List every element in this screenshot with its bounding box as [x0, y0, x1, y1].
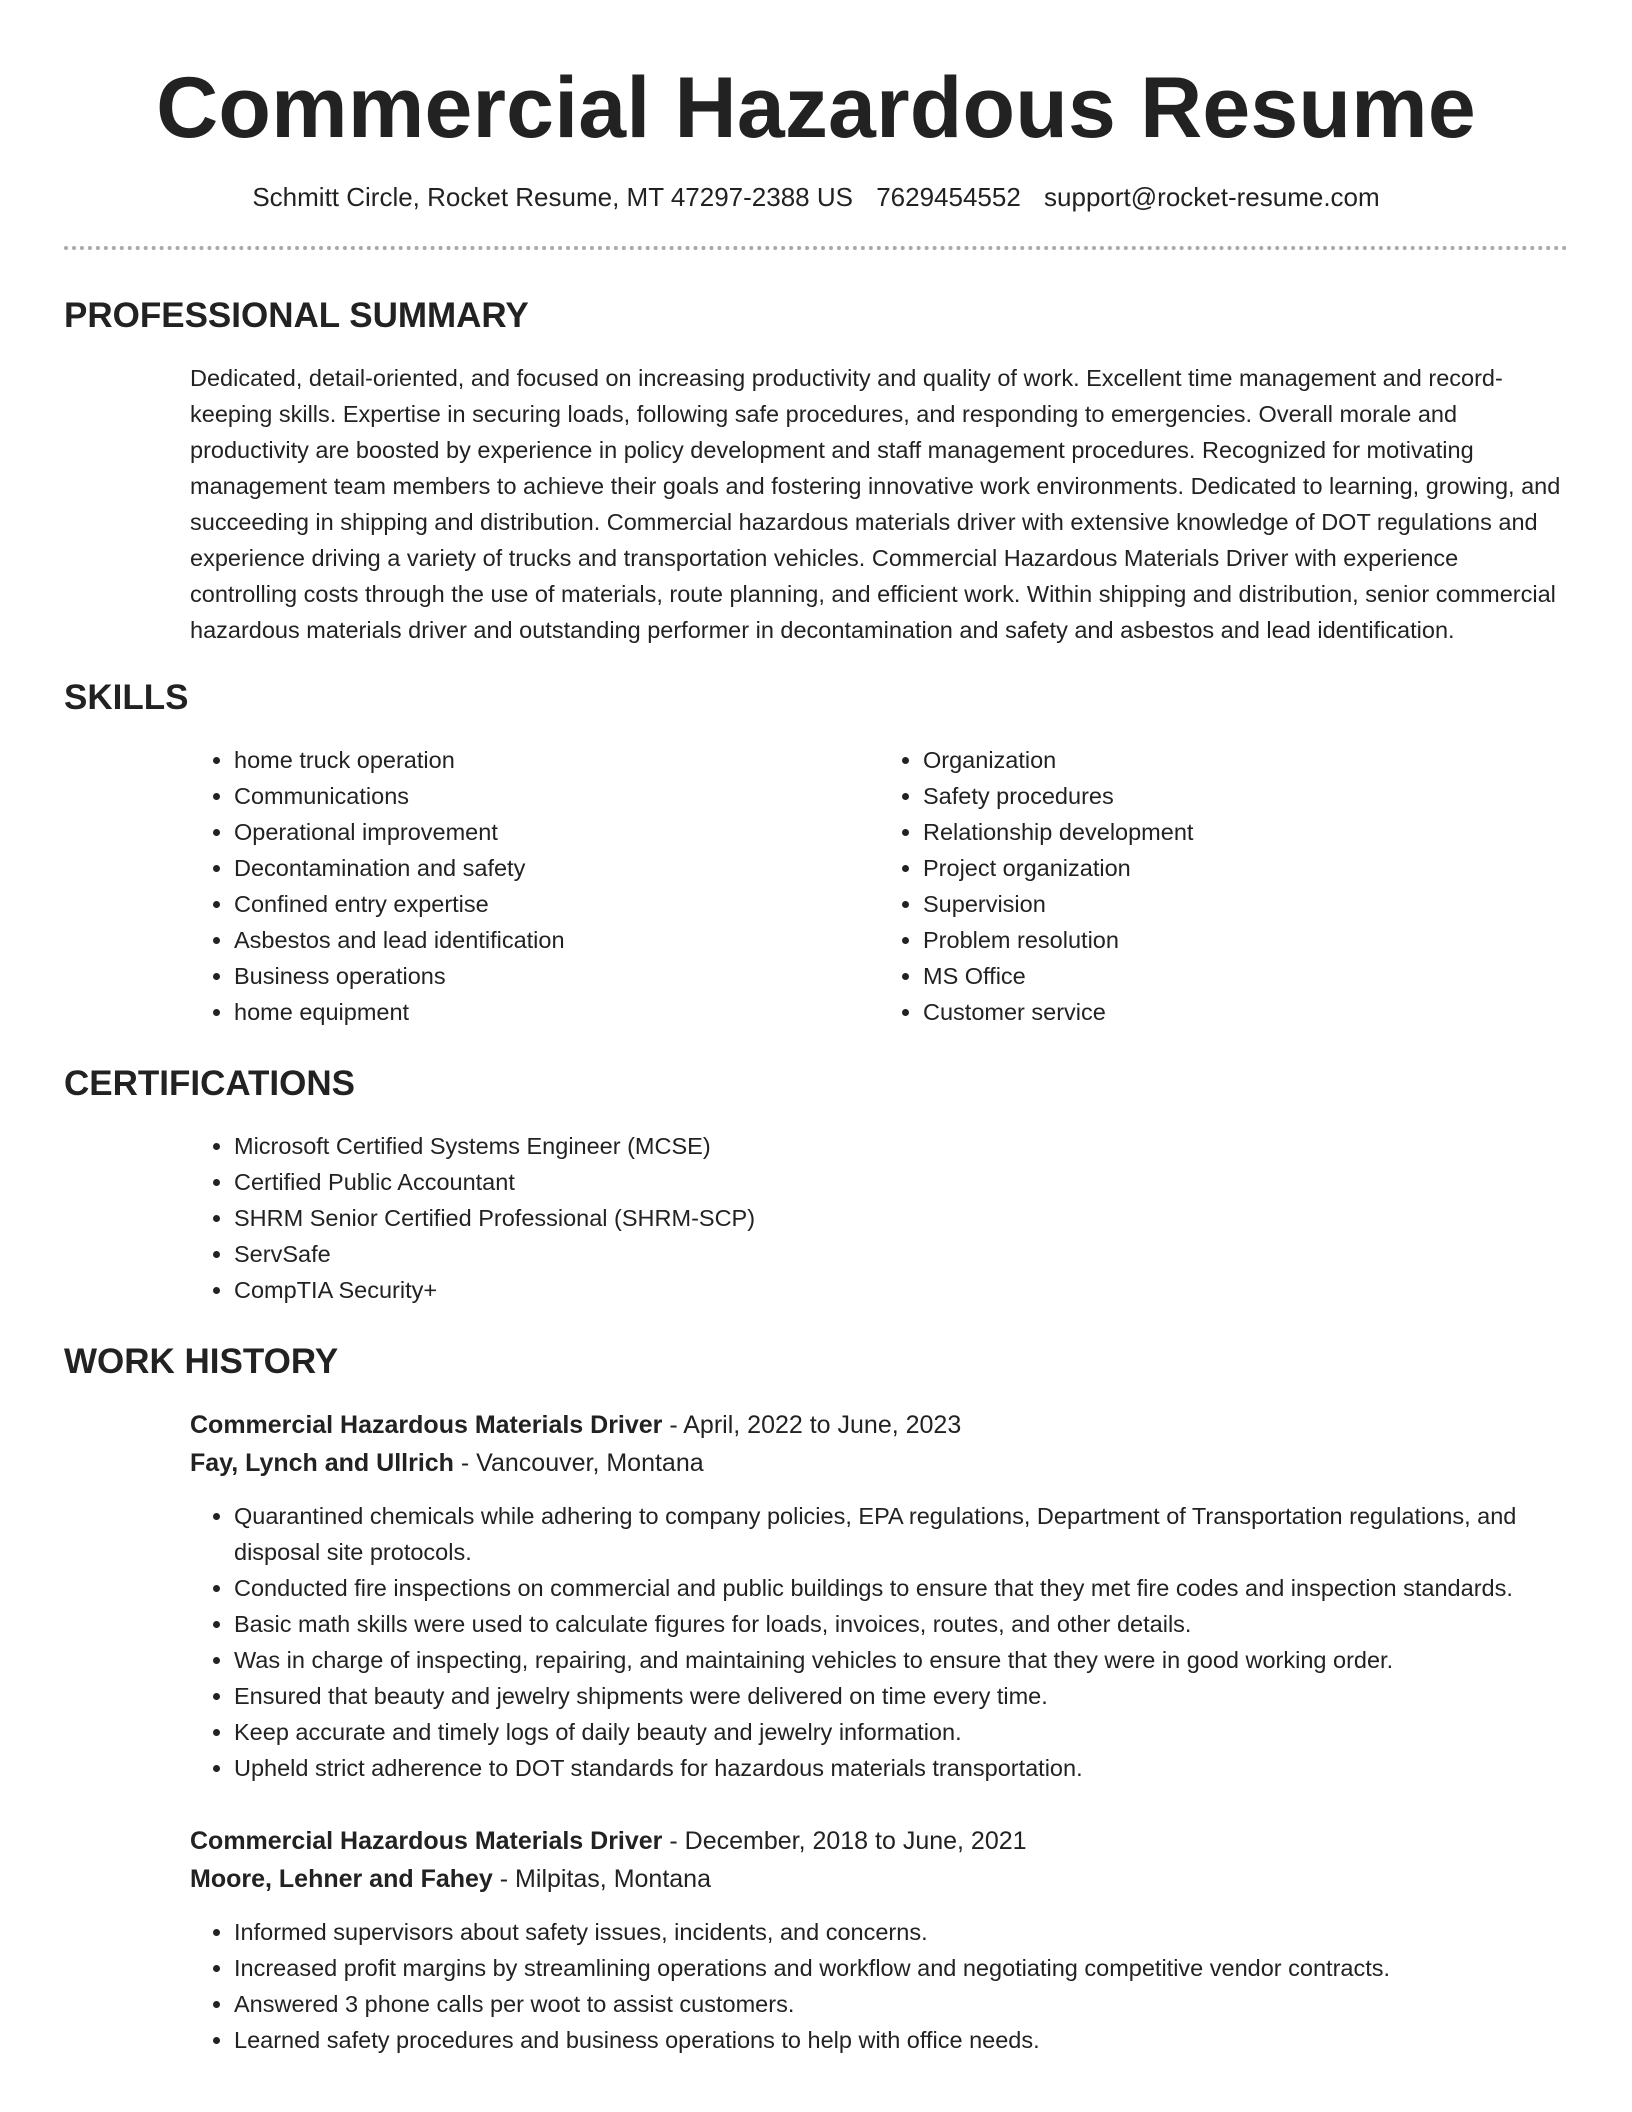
job-bullet: • Quarantined chemicals while adhering to company policies, EPA regulations, Department of Transportation regulations, and disposal site protocols. — [234, 1498, 1568, 1570]
job-bullet: • Answered 3 phone calls per woot to assist customers. — [234, 1986, 1568, 2022]
certification-item: • ServSafe — [234, 1236, 1568, 1272]
contact-line — [64, 180, 1568, 214]
contact-email: support@rocket-resume.com — [1044, 182, 1380, 212]
resume-title: Commercial Hazardous Resume — [156, 60, 1476, 156]
job-location: - Milpitas, Montana — [492, 1865, 711, 1893]
job-company-line — [190, 1444, 1568, 1482]
job-bullet: • Was in charge of inspecting, repairing, and maintaining vehicles to ensure that they were in good working order. — [234, 1642, 1568, 1678]
certification-item: • Microsoft Certified Systems Engineer (MCSE) — [234, 1128, 1568, 1164]
certification-item: • Certified Public Accountant — [234, 1164, 1568, 1200]
job-bullet: • Learned safety procedures and business operations to help with office needs. — [234, 2022, 1568, 2058]
skill-item: • Safety procedures — [923, 778, 1568, 814]
job-bullet: • Keep accurate and timely logs of daily beauty and jewelry information. — [234, 1714, 1568, 1750]
certifications-block — [190, 1128, 1568, 1308]
resume-page — [64, 0, 1568, 2112]
skill-item: • MS Office — [923, 958, 1568, 994]
header-divider — [64, 246, 1568, 250]
skill-item: • Supervision — [923, 886, 1568, 922]
job-company: Moore, Lehner and Fahey — [190, 1865, 493, 1893]
contact-phone: 7629454552 — [876, 182, 1021, 212]
skill-item: • Asbestos and lead identification — [234, 922, 879, 958]
job-company: Fay, Lynch and Ullrich — [190, 1449, 454, 1477]
certification-item: • SHRM Senior Certified Professional (SHRM-SCP) — [234, 1200, 1568, 1236]
skill-item: • Business operations — [234, 958, 879, 994]
job-company-line — [190, 1860, 1568, 1898]
certification-item: • CompTIA Security+ — [234, 1272, 1568, 1308]
skill-item: • Operational improvement — [234, 814, 879, 850]
skill-item: • Communications — [234, 778, 879, 814]
job-title-line — [190, 1406, 1568, 1444]
summary-text: Dedicated, detail-oriented, and focused on increasing productivity and quality of work. Excellent time management and record-keeping skills. Expertise in securing loads, following safe procedures, and responding to emergencies. Overall morale and productivity are boosted by experience in policy development and staff management procedures. Recognized for motivating management team members to achieve their goals and fostering innovative work environments. Dedicated to learning, growing, and succeeding in shipping and distribution. Commercial hazardous materials driver with extensive knowledge of DOT regulations and experience driving a variety of trucks and transportation vehicles. Commercial Hazardous Materials Driver with experience controlling costs through the use of materials, route planning, and efficient work. Within shipping and distribution, senior commercial hazardous materials driver and outstanding performer in decontamination and safety and asbestos and lead identification. — [190, 365, 1561, 643]
skill-item: • Decontamination and safety — [234, 850, 879, 886]
job-bullets — [190, 1914, 1568, 2058]
job-role: Commercial Hazardous Materials Driver — [190, 1827, 663, 1855]
skill-item: • Relationship development — [923, 814, 1568, 850]
job-dates: - April, 2022 to June, 2023 — [662, 1411, 962, 1439]
job-location: - Vancouver, Montana — [453, 1449, 704, 1477]
skill-item: • Project organization — [923, 850, 1568, 886]
skill-item: • home equipment — [234, 994, 879, 1030]
section-title-work-history: WORK HISTORY — [64, 1342, 339, 1381]
skills-columns — [190, 742, 1568, 1030]
skills-list-right — [879, 742, 1568, 1030]
job-title-line — [190, 1822, 1568, 1860]
job-bullet: • Conducted fire inspections on commercial and public buildings to ensure that they met fire codes and inspection standards. — [234, 1570, 1568, 1606]
job-bullet: • Ensured that beauty and jewelry shipments were delivered on time every time. — [234, 1678, 1568, 1714]
skill-item: • Customer service — [923, 994, 1568, 1030]
section-title-certifications: CERTIFICATIONS — [64, 1064, 356, 1103]
job-bullets — [190, 1498, 1568, 1786]
job-bullet: • Increased profit margins by streamlining operations and workflow and negotiating competitive vendor contracts. — [234, 1950, 1568, 1986]
job-bullet: • Informed supervisors about safety issues, incidents, and concerns. — [234, 1914, 1568, 1950]
contact-address: Schmitt Circle, Rocket Resume, MT 47297-2388 US — [252, 182, 853, 212]
job-bullet: • Upheld strict adherence to DOT standards for hazardous materials transportation. — [234, 1750, 1568, 1786]
skill-item: • Problem resolution — [923, 922, 1568, 958]
skill-item: • Confined entry expertise — [234, 886, 879, 922]
section-title-summary: PROFESSIONAL SUMMARY — [64, 296, 529, 335]
skill-item: • Organization — [923, 742, 1568, 778]
job-role: Commercial Hazardous Materials Driver — [190, 1411, 663, 1439]
job-entry — [190, 1406, 1568, 1786]
certifications-list — [190, 1128, 1568, 1308]
job-entry — [190, 1822, 1568, 2058]
skill-item: • home truck operation — [234, 742, 879, 778]
section-title-skills: SKILLS — [64, 678, 189, 717]
skills-list-left — [190, 742, 879, 1030]
job-dates: - December, 2018 to June, 2021 — [662, 1827, 1027, 1855]
job-bullet: • Basic math skills were used to calculate figures for loads, invoices, routes, and other details. — [234, 1606, 1568, 1642]
